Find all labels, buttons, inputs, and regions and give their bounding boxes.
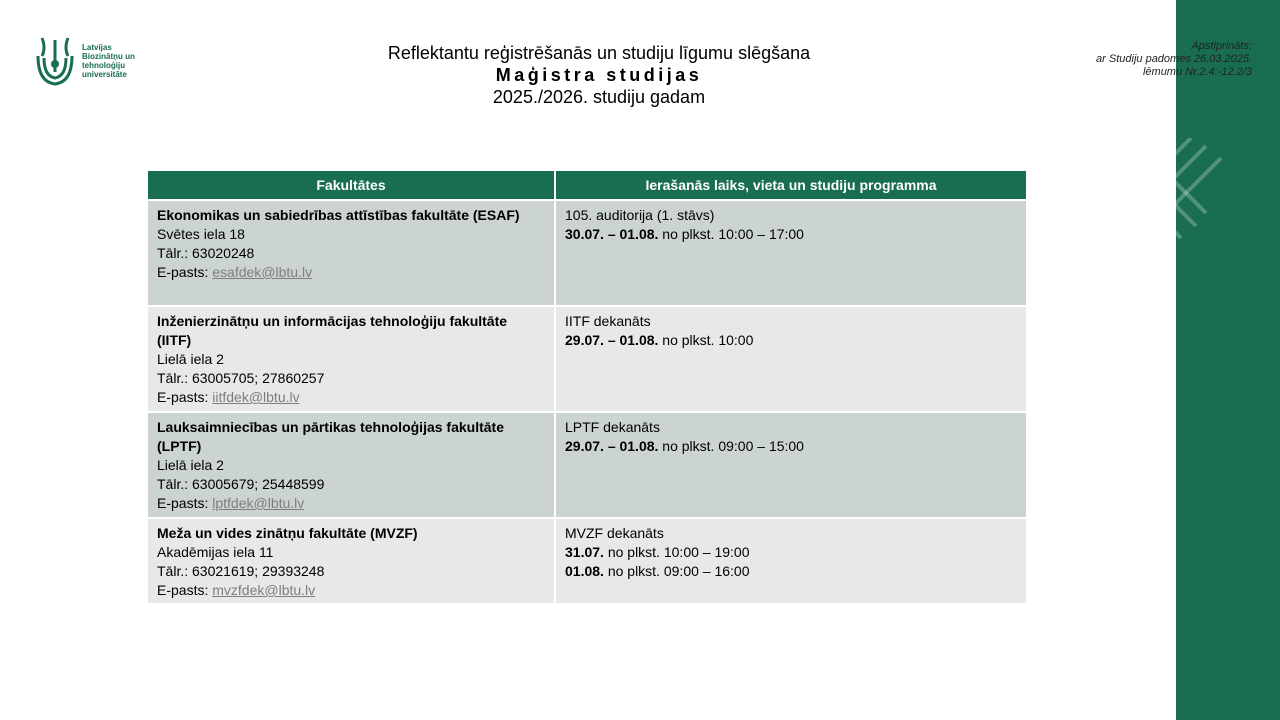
faculty-phone [157,475,545,494]
email-link[interactable]: esafdek@lbtu.lv [212,264,313,280]
phone-label: Tālr.: [157,370,193,386]
phone-number: 63005679; 25448599 [192,476,325,492]
faculty-cell [148,518,555,604]
faculty-email [157,581,545,600]
email-label: E-pasts: [157,495,213,511]
arrival-date: 31.07. [565,544,604,560]
arrival-cell [555,412,1026,518]
logo-line: universitāte [82,70,127,79]
faculty-email [157,263,545,282]
email-link[interactable]: iitfdek@lbtu.lv [212,389,300,405]
faculty-cell [148,306,555,412]
faculty-name: Meža un vides zinātņu fakultāte (MVZF) [157,525,418,541]
faculty-name: Lauksaimniecības un pārtikas tehnoloģijas fakultāte (LPTF) [157,419,504,454]
table-row [148,306,1026,412]
faculty-address: Akadēmijas iela 11 [157,544,274,560]
title-line-3: 2025./2026. studiju gadam [492,87,706,107]
arrival-date: 30.07. – 01.08. [565,226,659,242]
green-sidebar [1176,0,1280,720]
email-label: E-pasts: [157,389,213,405]
table-row [148,412,1026,518]
email-link[interactable]: mvzfdek@lbtu.lv [212,582,316,598]
faculty-address: Lielā iela 2 [157,457,224,473]
arrival-time [565,562,1017,581]
title-line-1: Reflektantu reģistrēšanās un studiju līgumu slēgšana [387,43,811,63]
arrival-place: LPTF dekanāts [565,419,660,435]
arrival-date: 29.07. – 01.08. [565,438,659,454]
phone-number: 63020248 [192,245,255,261]
arrival-hours: no plkst. 10:00 [658,332,754,348]
university-logo[interactable] [34,34,135,88]
university-name [82,43,135,79]
phone-label: Tālr.: [157,476,193,492]
logo-line: tehnoloģiju [82,61,126,70]
faculty-email [157,388,545,407]
column-header-faculties: Fakultātes [148,171,555,200]
arrival-place: IITF dekanāts [565,313,651,329]
column-header-arrival: Ierašanās laiks, vieta un studiju programma [555,171,1026,200]
arrival-place: MVZF dekanāts [565,525,664,541]
arrival-time [565,543,1017,562]
title-line-2: Maģistra studijas [495,65,703,85]
schedule-table [148,171,1026,605]
arrival-time [565,437,1017,456]
faculty-cell [148,200,555,306]
arrival-place: 105. auditorija (1. stāvs) [565,207,715,223]
phone-number: 63021619; 29393248 [192,563,325,579]
faculty-phone [157,244,545,263]
arrival-cell [555,200,1026,306]
decorative-crosshatch-icon [1096,138,1236,248]
arrival-cell [555,518,1026,604]
arrival-hours: no plkst. 10:00 – 17:00 [658,226,804,242]
approval-note [1096,40,1252,79]
approval-line-3: lēmumu Nr.2.4.-12.2/3 [1142,66,1252,78]
arrival-date: 01.08. [565,563,604,579]
phone-number: 63005705; 27860257 [192,370,325,386]
arrival-date: 29.07. – 01.08. [565,332,659,348]
faculty-email [157,494,545,513]
arrival-hours: no plkst. 10:00 – 19:00 [603,544,750,560]
phone-label: Tālr.: [157,245,193,261]
faculty-name: Ekonomikas un sabiedrības attīstības fakultāte (ESAF) [157,207,520,223]
phone-label: Tālr.: [157,563,193,579]
faculty-cell [148,412,555,518]
email-label: E-pasts: [157,264,213,280]
table-row [148,518,1026,604]
approval-line-1: Apstiprināts: [1191,40,1252,52]
approval-line-2: ar Studiju padomes 26.03.2025. [1096,53,1252,65]
logo-line: Biozinātņu un [82,52,135,61]
arrival-cell [555,306,1026,412]
faculty-address: Lielā iela 2 [157,351,224,367]
arrival-time [565,331,1017,350]
arrival-hours: no plkst. 09:00 – 16:00 [603,563,750,579]
faculty-address: Svētes iela 18 [157,226,245,242]
faculty-name: Inženierzinātņu un informācijas tehnoloģiju fakultāte (IITF) [157,313,508,348]
email-link[interactable]: lptfdek@lbtu.lv [212,495,305,511]
table-row [148,200,1026,306]
page-title [299,42,899,108]
faculty-phone [157,369,545,388]
logo-line: Latvijas [82,43,112,52]
email-label: E-pasts: [157,582,213,598]
university-emblem-icon [34,34,76,88]
faculty-phone [157,562,545,581]
arrival-hours: no plkst. 09:00 – 15:00 [658,438,804,454]
arrival-time [565,225,1017,244]
table-header-row [148,171,1026,200]
